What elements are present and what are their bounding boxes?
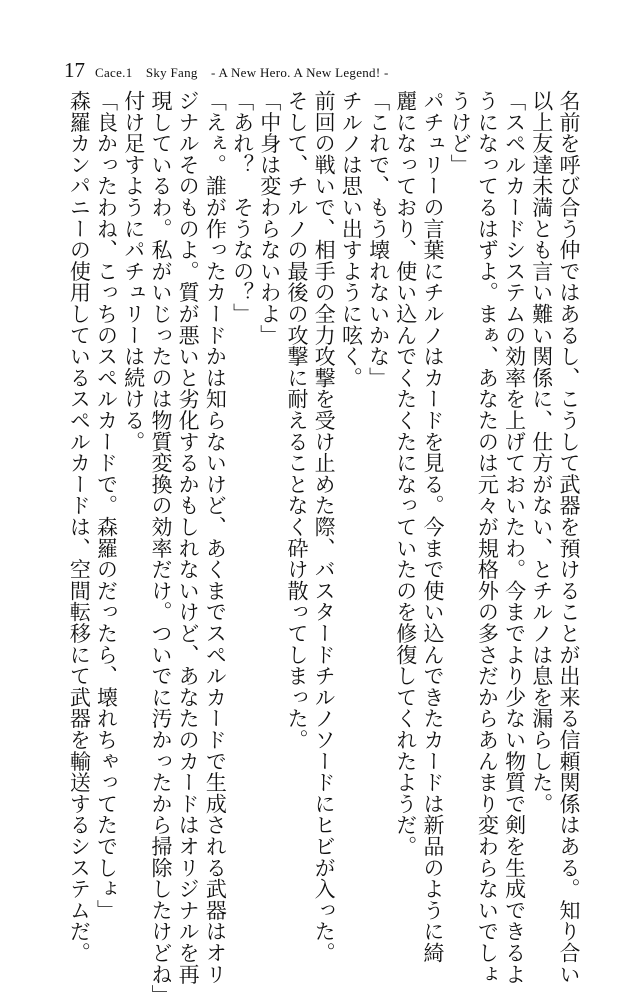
text-line: 「スペルカードシステムの効率を上げておいたわ。今までより少ない物質で剣を生成できるよ: [502, 90, 527, 985]
text-line: 付け足すようにパチュリーは続ける。: [121, 90, 146, 453]
text-line: 前回の戦いで、相手の全力攻撃を受け止めた際、バスタードチルノソードにヒビが入った。: [312, 90, 337, 964]
chapter-title: Cace.1 Sky Fang - A New Hero. A New Legend! -: [95, 65, 389, 80]
text-line: 麗になっており、使い込んでくたくたになっていたのを修復してくれたようだ。: [393, 90, 418, 857]
text-line: 名前を呼び合う仲ではあるし、こうして武器を預けることが出来る信頼関係はある。知り合い: [557, 90, 581, 985]
text-line: 以上友達未満とも言い難い関係に、仕方がない、とチルノは息を漏らした。: [529, 90, 554, 815]
text-line: 「良かったわね、こっちのスペルカードで。森羅のだったら、壊れちゃってたでしょ」: [94, 90, 119, 921]
text-line: 「あれ？ そうなの？」: [230, 90, 255, 325]
vertical-body-text: [65, 90, 582, 1006]
text-line: 「中身は変わらないわよ」: [257, 90, 282, 346]
text-line: ジナルそのものよ。質が悪いと劣化するかもしれないけど、あなたのカードはオリジナルを再: [176, 90, 201, 985]
text-line: 「えぇ。誰が作ったカードかは知らないけど、あくまでスペルカードで生成される武器はオリ: [203, 90, 228, 985]
text-line: 森羅カンパニーの使用しているスペルカードは、空間転移にて武器を輸送するシステムだ。: [67, 90, 92, 964]
text-line: うになってるはずよ。まぁ、あなたのは元々が規格外の多さだからあんまり変わらないでしょ: [475, 90, 500, 985]
text-line: うけど」: [448, 90, 473, 176]
page-number: 17: [64, 58, 85, 82]
running-header: [64, 58, 389, 83]
text-line: そして、チルノの最後の攻撃に耐えることなく砕け散ってしまった。: [284, 90, 309, 751]
text-line: 現しているわ。私がいじったのは物質変換の効率だけ。ついでに汚かったから掃除したけどね」: [148, 90, 173, 1006]
text-line: パチュリーの言葉にチルノはカードを見る。今まで使い込んできたカードは新品のように綺: [420, 90, 445, 964]
text-line: 「これで、もう壊れないかな」: [366, 90, 391, 389]
text-line: チルノは思い出すように呟く。: [339, 90, 364, 389]
